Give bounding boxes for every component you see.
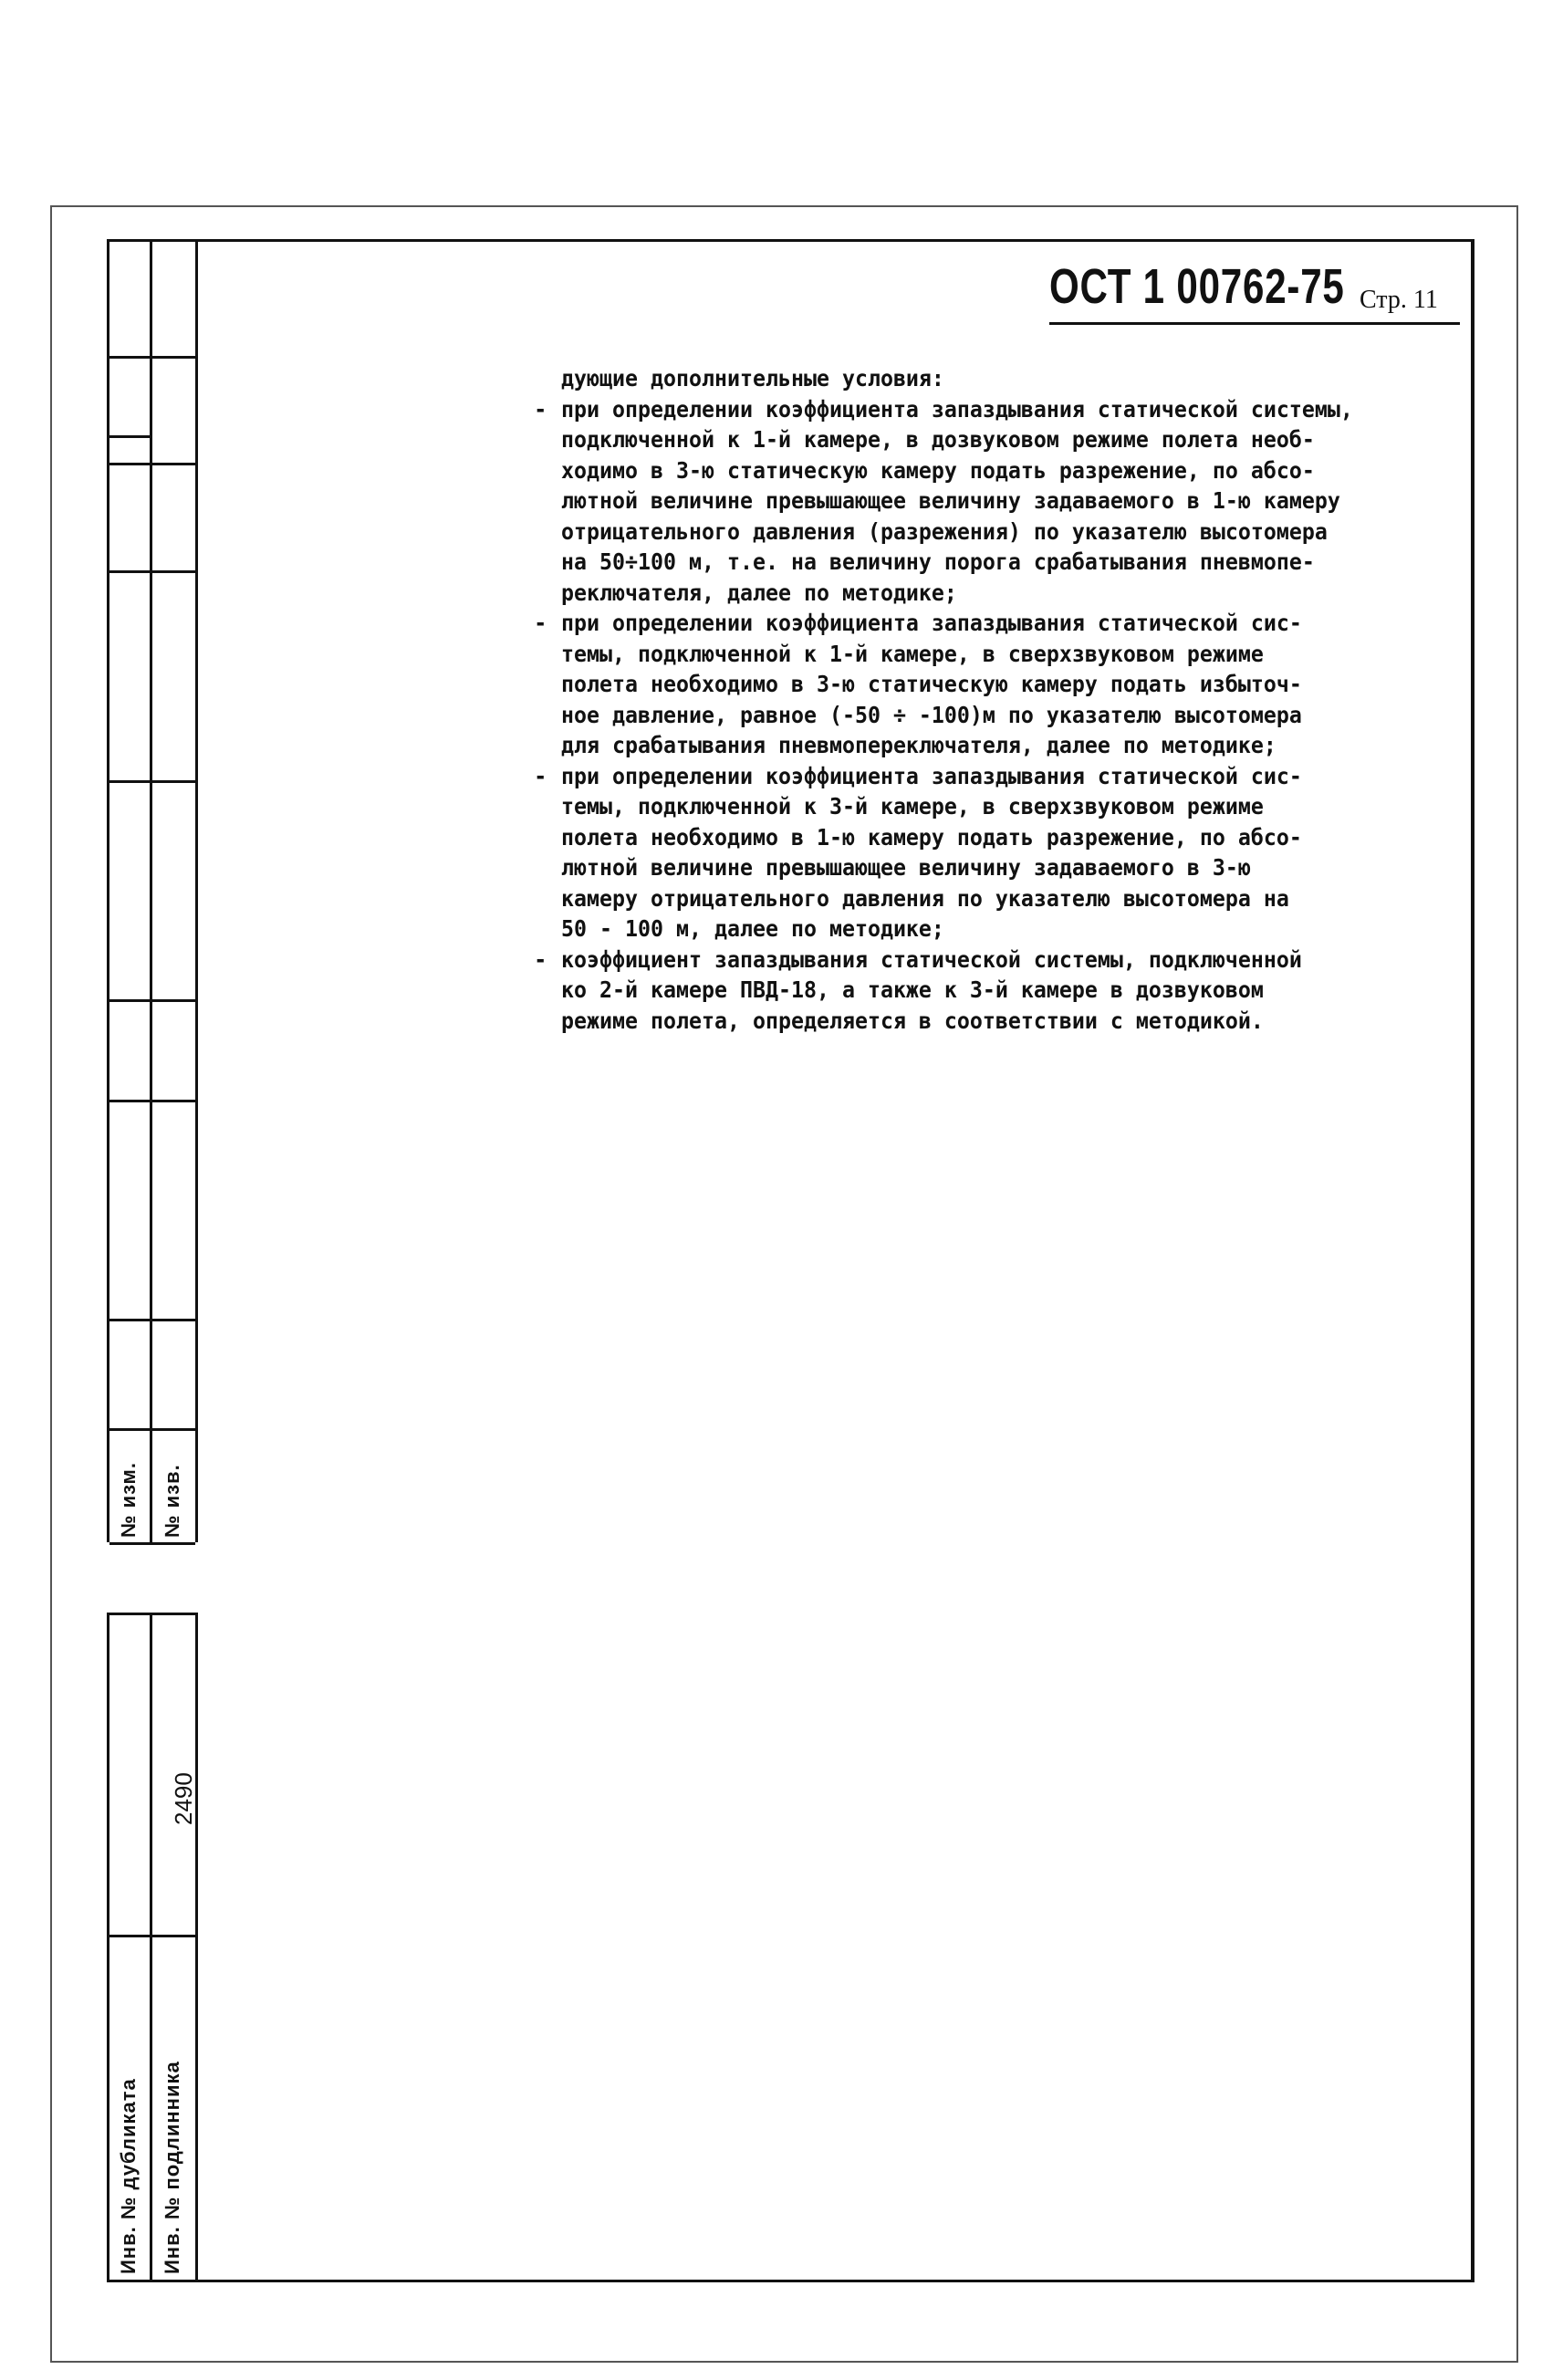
text-line: 50 - 100 м, далее по методике; xyxy=(561,915,944,942)
grid-line xyxy=(109,356,195,359)
grid-line xyxy=(109,435,151,438)
text-line: лютной величине превышающее величину задаваемого в 1-ю камеру xyxy=(561,487,1340,514)
list-dash: - xyxy=(534,395,547,423)
list-item xyxy=(534,394,1418,609)
grid-line xyxy=(109,780,195,783)
list-item xyxy=(534,608,1418,761)
text-line: темы, подключенной к 1-й камере, в сверхзвуковом режиме xyxy=(561,640,1264,667)
inv-podlinnika-label: Инв. № подлинника xyxy=(161,2061,183,2274)
text-line: камеру отрицательного давления по указателю высотомера на xyxy=(561,884,1289,912)
grid-line xyxy=(109,1428,195,1431)
left-stamp-block xyxy=(107,239,197,2277)
text-line: ходимо в 3-ю статическую камеру подать разрежение, по абсо- xyxy=(561,456,1315,484)
text-line: подключенной к 1-й камере, в дозвуковом режиме полета необ- xyxy=(561,426,1315,453)
text-line: темы, подключенной к 3-й камере, в сверхзвуковом режиме xyxy=(561,793,1264,819)
list-dash: - xyxy=(534,762,547,789)
grid-line xyxy=(109,999,195,1002)
intro-line: дующие дополнительные условия: xyxy=(561,365,944,391)
text-line: на 50÷100 м, т.е. на величину порога срабатывания пневмопе- xyxy=(561,548,1315,575)
conditions-list xyxy=(534,394,1418,1037)
list-item xyxy=(534,761,1418,945)
text-line: лютной величине превышающее величину задаваемого в 3-ю xyxy=(561,854,1251,881)
inventory-separator xyxy=(109,1935,195,1937)
list-item xyxy=(534,945,1418,1037)
inventory-number: 2490 xyxy=(170,1772,197,1825)
grid-line xyxy=(109,463,195,465)
page-number: Стр. 11 xyxy=(1360,286,1438,314)
text-line: режиме полета, определяется в соответствии с методикой. xyxy=(561,1007,1264,1034)
inventory-block xyxy=(107,1613,198,2280)
izm-label: № изм. xyxy=(117,1462,140,1538)
text-line: ное давление, равное (-50 ÷ -100)м по указателю высотомера xyxy=(561,701,1302,728)
grid-line xyxy=(109,570,195,573)
text-line: реключателя, далее по методике; xyxy=(561,579,957,606)
list-dash: - xyxy=(534,610,547,636)
text-line: при определении коэффициента запаздывания статической системы, xyxy=(561,395,1353,423)
page-header xyxy=(1049,258,1460,325)
text-line: для срабатывания пневмопереключателя, далее по методике; xyxy=(561,732,1276,758)
text-line: отрицательного давления (разрежения) по указателю высотомера xyxy=(561,517,1328,545)
text-line: полета необходимо в 3-ю статическую камеру подать избыточ- xyxy=(561,671,1302,697)
inv-dublikata-label: Инв. № дубликата xyxy=(117,2078,140,2274)
izv-label: № изв. xyxy=(161,1464,183,1538)
revision-grid xyxy=(107,239,198,1542)
grid-line xyxy=(109,1319,195,1321)
inventory-divider xyxy=(150,1615,152,2280)
text-line: ко 2-й камере ПВД-18, а также к 3-й камере в дозвуковом xyxy=(561,976,1264,1003)
text-line: при определении коэффициента запаздывания статической сис- xyxy=(561,610,1302,636)
body-text xyxy=(534,363,1418,1036)
list-dash: - xyxy=(534,945,547,973)
document-code: ОСТ 1 00762-75 xyxy=(1049,259,1345,314)
text-line: полета необходимо в 1-ю камеру подать разрежение, по абсо- xyxy=(561,823,1302,851)
grid-line xyxy=(109,1542,195,1545)
grid-line xyxy=(109,1100,195,1102)
text-line: коэффициент запаздывания статической системы, подключенной xyxy=(561,945,1302,973)
text-line: при определении коэффициента запаздывания статической сис- xyxy=(561,762,1302,789)
